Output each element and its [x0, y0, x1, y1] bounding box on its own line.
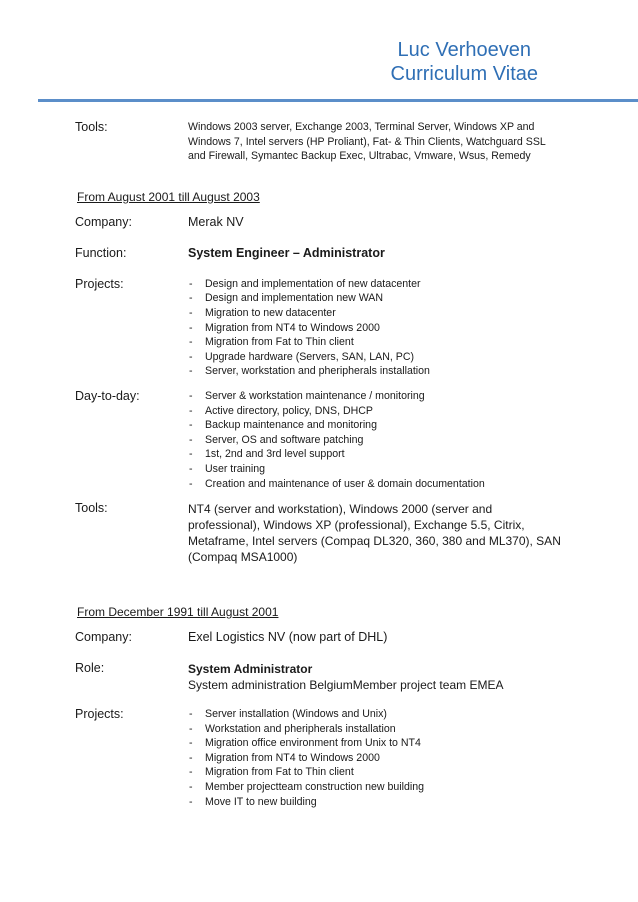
list-item: - User training — [188, 462, 485, 477]
list-item: - Design and implementation new WAN — [188, 291, 430, 306]
tools-value — [188, 120, 546, 164]
cv-header — [391, 38, 538, 86]
projects-row — [75, 707, 565, 809]
projects-list — [188, 277, 430, 379]
list-item: - Migration from NT4 to Windows 2000 — [188, 321, 430, 336]
daytoday-label: Day-to-day: — [75, 388, 140, 403]
tools-value — [188, 501, 561, 565]
document-subtitle: Curriculum Vitae — [390, 63, 538, 85]
function-value: System Engineer – Administrator — [188, 245, 385, 260]
text-line: Member project team EMEA — [352, 678, 504, 693]
list-item: - Server, OS and software patching — [188, 433, 485, 448]
function-label: Function: — [75, 245, 127, 260]
person-name: Luc Verhoeven — [397, 39, 531, 61]
text-line: Metaframe, Intel servers (Compaq DL320, 360, 380 and ML370), SAN — [188, 534, 561, 549]
list-item: - Active directory, policy, DNS, DHCP — [188, 404, 485, 419]
projects-list — [188, 707, 424, 809]
company-row — [75, 630, 565, 645]
list-item: - Server, workstation and pheripherals installation — [188, 364, 430, 379]
text-line: Windows 2003 server, Exchange 2003, Terminal Server, Windows XP and — [188, 121, 535, 133]
job-period: From August 2001 till August 2003 — [77, 189, 260, 204]
text-line: professional), Windows XP (professional), Exchange 5.5, Citrix, — [188, 518, 525, 533]
list-item: - Server & workstation maintenance / monitoring — [188, 389, 485, 404]
company-value: Exel Logistics NV (now part of DHL) — [188, 630, 388, 645]
role-label: Role: — [75, 661, 105, 676]
company-value: Merak NV — [188, 214, 244, 229]
list-item: - Upgrade hardware (Servers, SAN, LAN, PC) — [188, 350, 430, 365]
cv-content — [75, 118, 565, 809]
list-item: - Migration office environment from Unix to NT4 — [188, 736, 424, 751]
tools-section-top — [75, 120, 565, 164]
text-line: System administration Belgium — [188, 678, 353, 693]
tools-row — [75, 501, 565, 565]
text-line: (Compaq MSA1000) — [188, 550, 298, 565]
text-line: and Firewall, Symantec Backup Exec, Ultrabac, Vmware, Wsus, Remedy — [188, 150, 531, 163]
projects-label: Projects: — [75, 276, 124, 291]
daytoday-list — [188, 389, 485, 491]
text-line: Windows 7, Intel servers (HP Proliant), Fat- & Thin Clients, Watchguard SSL — [188, 135, 546, 148]
list-item: - Server installation (Windows and Unix) — [188, 707, 424, 722]
list-item: - Move IT to new building — [188, 795, 424, 810]
list-item: - Migration from Fat to Thin client — [188, 765, 424, 780]
daytoday-row — [75, 389, 565, 491]
list-item: - 1st, 2nd and 3rd level support — [188, 447, 485, 462]
tools-label: Tools: — [75, 120, 108, 134]
tools-label: Tools: — [75, 501, 108, 516]
projects-label: Projects: — [75, 707, 124, 722]
list-item: - Migration to new datacenter — [188, 306, 430, 321]
list-item: - Migration from NT4 to Windows 2000 — [188, 751, 424, 766]
role-row — [75, 661, 565, 693]
list-item: - Design and implementation of new datacenter — [188, 277, 430, 292]
function-row — [75, 246, 565, 261]
list-item: - Creation and maintenance of user & domain documentation — [188, 477, 485, 492]
list-item: - Migration from Fat to Thin client — [188, 335, 430, 350]
list-item: - Workstation and pheripherals installation — [188, 722, 424, 737]
role-lines — [188, 677, 503, 693]
role-value — [188, 661, 503, 693]
company-label: Company: — [75, 214, 132, 229]
text-line: NT4 (server and workstation), Windows 2000 (server and — [188, 502, 493, 517]
list-item: - Member projectteam construction new building — [188, 780, 424, 795]
company-row — [75, 215, 565, 230]
list-item: - Backup maintenance and monitoring — [188, 418, 485, 433]
projects-row — [75, 277, 565, 379]
header-divider — [38, 99, 638, 102]
company-label: Company: — [75, 630, 132, 645]
job-period: From December 1991 till August 2001 — [77, 605, 279, 620]
role-title: System Administrator — [188, 662, 313, 677]
